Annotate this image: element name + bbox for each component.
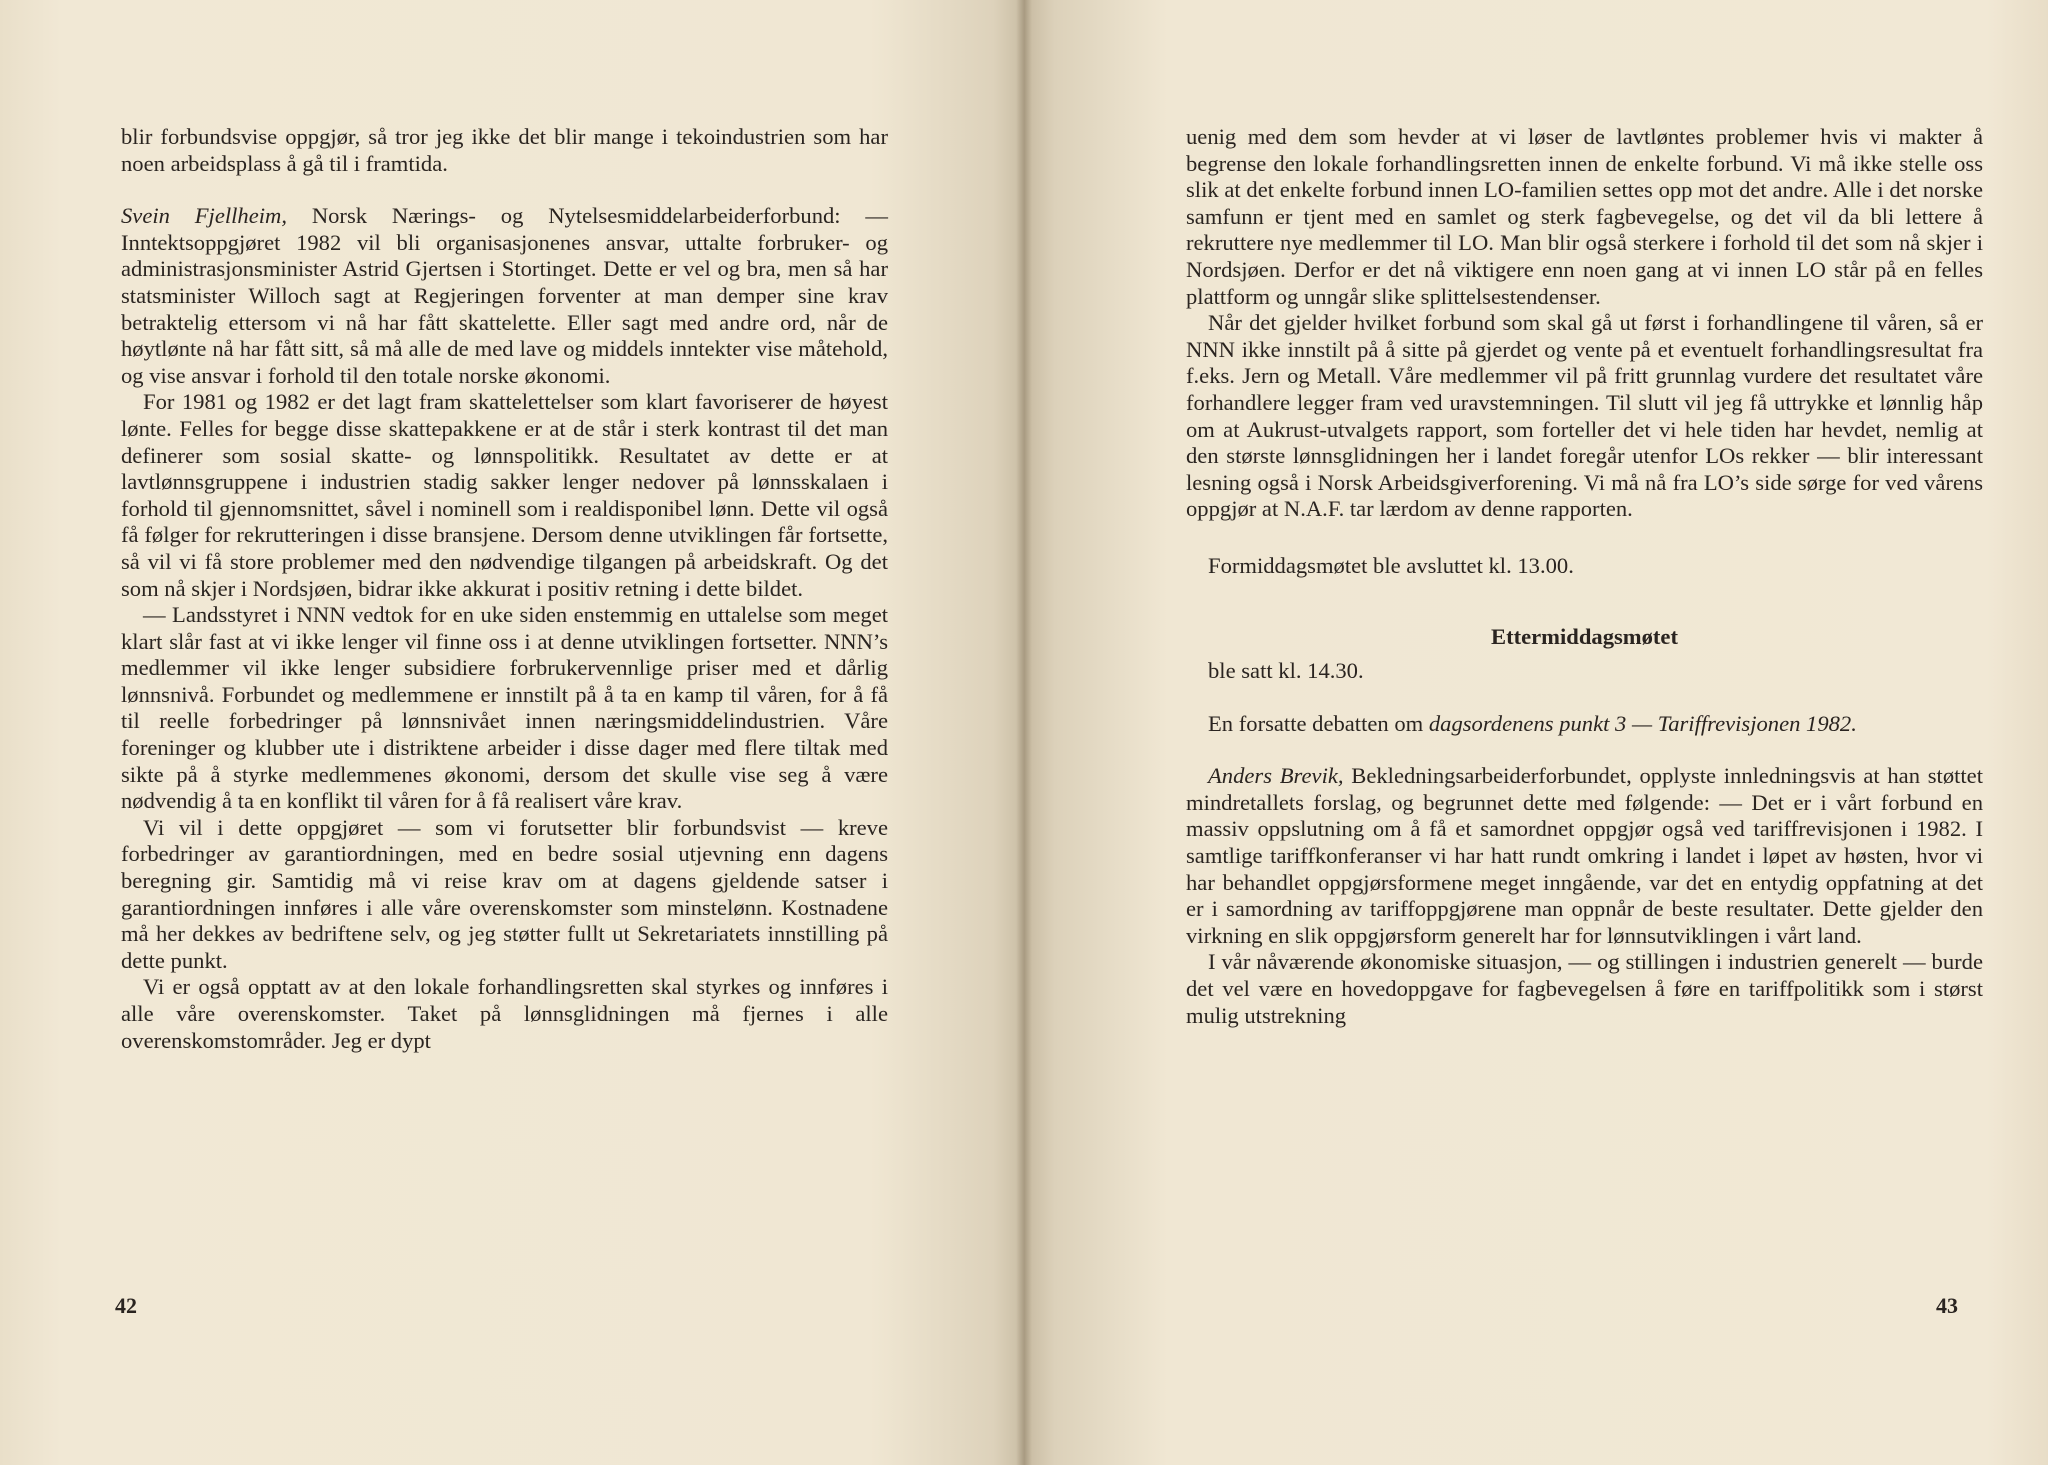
speaker-name: Svein Fjellheim, xyxy=(121,203,287,229)
page-number: 43 xyxy=(1936,1293,1958,1318)
paragraph: uenig med dem som hevder at vi løser de lavtløntes problemer hvis vi makter å begrense den lokale forhandlingsretten innen de enkelte forbund. Vi må ikke stelle oss slik at det enkelte forbund innen LO-familien settes opp mot det andre. Alle i det norske samfunn er tjent med en samlet og sterk fagbevegelse, og det vil da bli lettere å rekruttere nye medlemmer til LO. Man blir også sterkere i forhold til det som nå skjer i Nordsjøen. Derfor er det nå viktigere enn noen gang at vi innen LO står på en felles plattform og unngår slike splittelsestendenser. xyxy=(1186,124,1983,309)
paragraph: I vår nåværende økonomiske situasjon, — og stillingen i industrien generelt — burde det vel være en hovedoppgave for fagbevegelsen å føre en tariffpolitikk som i størst mulig utstrekning xyxy=(1186,949,1983,1028)
paragraph: Vi er også opptatt av at den lokale forhandlingsretten skal styrkes og innføres i alle våre overenskomster. Taket på lønnsglidningen må fjernes i alle overenskomstområder. Jeg er dypt xyxy=(121,974,888,1053)
paragraph: Når det gjelder hvilket forbund som skal gå ut først i forhandlingene til våren, så er NNN ikke innstilt på å sitte på gjerdet og vente på et eventuelt forhandlingsresultat fra f.eks. Jern og Metall. Våre medlemmer vil på fritt grunnlag vurdere det resultatet våre forhandlere legger fram ved uravstemningen. Til slutt vil jeg få uttrykke et lønnlig håp om at Aukrust-utvalgets rapport, som forteller det vi hele tiden har hevdet, nemlig at den største lønnsglidningen her i landet foregår utenfor LOs rekker — blir interessant lesning også i Norsk Arbeidsgiverforening. Vi må nå fra LO’s side sørge for ved vårens oppgjør at N.A.F. tar lærdom av denne rapporten. xyxy=(1186,310,1983,522)
section-heading: Ettermiddagsmøtet xyxy=(1491,623,1678,649)
paragraph: blir forbundsvise oppgjør, så tror jeg ikke det blir mange i tekoindustrien som har noen arbeidsplass å gå til i framtida. xyxy=(121,124,888,176)
left-page-body xyxy=(121,124,888,1054)
speaker-text: Norsk Nærings- og Nytelsesmiddelarbeiderforbund: — Inntektsoppgjøret 1982 vil bli organisasjonenes ansvar, uttalte forbruker- og administrasjonsminister Astrid Gjertsen i Stortinget. Dette er vel og bra, men så har statsminister Willoch sagt at Regjeringen forventer at man demper sine krav betraktelig ettersom vi nå har fått skattelette. Eller sagt med andre ord, når de høytlønte nå har fått sitt, så må alle de med lave og middels inntekter vise måtehold, og vise ansvar i forhold til den totale norske økonomi. xyxy=(121,203,888,388)
book-gutter xyxy=(1016,0,1032,1465)
continue-prefix: En forsatte debatten om xyxy=(1208,710,1424,736)
speaker-name: Anders Brevik, xyxy=(1208,763,1344,789)
paragraph: Vi vil i dette oppgjøret — som vi forutsetter blir forbundsvist — kreve forbedringer av garantiordningen, med en bedre sosial utjevning enn dagens beregning gir. Samtidig må vi reise krav om at dagens gjeldende satser i garantiordningen innføres i alle våre overenskomster som minstelønn. Kostnadene må her dekkes av bedriftene selv, og jeg støtter fullt ut Sekretariatets innstilling på dette punkt. xyxy=(121,814,888,973)
right-page-body xyxy=(1186,124,1983,1029)
right-page xyxy=(1024,0,2048,1465)
paragraph: For 1981 og 1982 er det lagt fram skattelettelser som klart favoriserer de høyest lønte. Felles for begge disse skattepakkene er at de står i sterk kontrast til det man definerer som sosial skatte- og lønnspolitikk. Resultatet av dette er at lavtlønnsgruppene i industrien stadig sakker lenger nedover på lønnsskalaen i forhold til gjennomsnittet, såvel i nominell som i realdisponibel lønn. Dette vil også få følger for rekrutteringen i disse bransjene. Dersom denne utviklingen får fortsette, så vil vi få store problemer med den nødvendige tilgangen på arbeidskraft. Og det som nå skjer i Nordsjøen, bidrar ikke akkurat i positiv retning i dette bildet. xyxy=(121,389,888,601)
paragraph: — Landsstyret i NNN vedtok for en uke siden enstemmig en uttalelse som meget klart slår fast at vi ikke lenger vil finne oss i at denne utviklingen fortsetter. NNN’s medlemmer vil ikke lenger subsidiere forbrukervennlige priser med et dårlig lønnsnivå. Forbundet og medlemmene er innstilt på å ta en kamp til våren, for å få til reelle forbedringer på lønnsnivået innen næringsmiddelindustrien. Våre foreninger og klubber ute i distriktene arbeider i disse dager med flere tiltak med sikte på å styrke medlemmenes økonomi, dersom det skulle vise seg å være nødvendig å ta en konflikt til våren for å få realisert våre krav. xyxy=(121,602,888,814)
agenda-item: dagsordenens punkt 3 — Tariffrevisjonen 1982. xyxy=(1428,710,1857,736)
paragraph: ble satt kl. 14.30. xyxy=(1208,658,1364,684)
paragraph xyxy=(1186,711,1983,738)
paragraph: Formiddagsmøtet ble avsluttet kl. 13.00. xyxy=(1208,552,1574,578)
speaker-text: Bekledningsarbeiderforbundet, opplyste innledningsvis at han støttet mindretallets forslag, og begrunnet dette med følgende: — Det er i vårt forbund en massiv oppslutning om å få et samordnet oppgjør også ved tariffrevisjonen i 1982. I samtlige tariffkonferanser vi har hatt rundt omkring i landet i løpet av høsten, hvor vi har behandlet oppgjørsformene meget inngående, var det en entydig oppfatning at det er i samordning av tariffoppgjørene man oppnår de beste resultater. Dette gjelder den virkning en slik oppgjørsform generelt har for lønnsutviklingen i vårt land. xyxy=(1186,763,1983,948)
paragraph xyxy=(121,203,888,389)
page-number: 42 xyxy=(115,1293,137,1318)
paragraph xyxy=(1186,763,1983,949)
